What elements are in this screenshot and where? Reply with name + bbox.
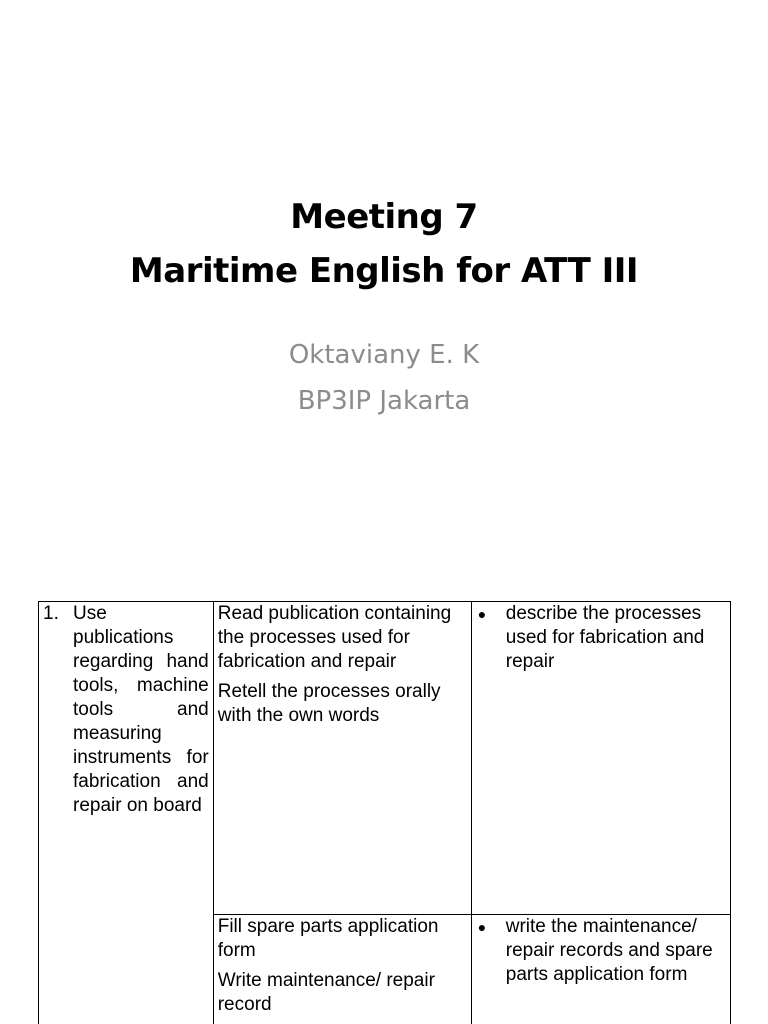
- activity-text: Write maintenance/ repair record: [217, 970, 435, 1015]
- title-line-1: Meeting 7: [290, 197, 478, 237]
- outcome-text: write the maintenance/ repair records and spare parts application form: [505, 916, 713, 985]
- activity-cell: [213, 915, 471, 1024]
- outcome-cell: [471, 602, 730, 915]
- competency-cell: [39, 602, 214, 1024]
- list-item: [476, 915, 726, 987]
- item-number: 1.: [43, 603, 59, 624]
- bullet-icon: ●: [477, 919, 487, 935]
- table-row: [39, 602, 731, 915]
- activity-text: Read publication containing the processes used for fabrication and repair: [217, 603, 452, 672]
- numbered-item: [43, 602, 209, 818]
- slide-subtitle: [0, 332, 768, 424]
- slide-title: [0, 190, 768, 298]
- author-name: Oktaviany E. K: [288, 340, 480, 370]
- competency-text: Use publications regarding hand tools, machine tools and measuring instruments for fabrication and repair on board: [73, 603, 209, 816]
- activity-cell: [213, 602, 471, 915]
- activity-text: Fill spare parts application form: [217, 916, 439, 961]
- activity-text: Retell the processes orally with the own words: [217, 681, 441, 726]
- title-line-2: Maritime English for ATT III: [129, 251, 639, 291]
- institution-name: BP3IP Jakarta: [297, 386, 471, 416]
- list-item: [476, 602, 726, 674]
- outcome-cell: [471, 915, 730, 1024]
- outcome-text: describe the processes used for fabrication and repair: [505, 603, 705, 672]
- bullet-icon: ●: [477, 606, 487, 622]
- competency-table: [38, 601, 731, 1024]
